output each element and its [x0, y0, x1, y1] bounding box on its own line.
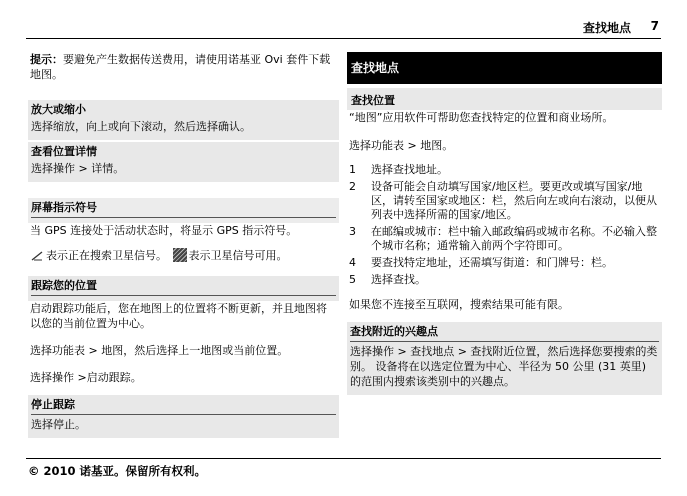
stop-body: 选择停止。 [31, 418, 86, 431]
left-column [28, 52, 339, 440]
page-number: 7 [650, 19, 659, 33]
right-column [347, 52, 662, 397]
tracking-title: 跟踪您的位置 [31, 279, 336, 296]
step-item: 3 在邮编或城市：栏中输入邮政编码或城市名称。不必输入整个城市名称；通常输入前两个字符即可。 [349, 225, 657, 252]
menu-step: 选择功能表 > 地图。 [349, 139, 454, 152]
no-internet-note: 如果您不连接至互联网，搜索结果可能有限。 [349, 298, 569, 311]
tip-paragraph [28, 52, 339, 82]
tracking-step-1: 选择功能表 > 地图，然后选择上一地图或当前位置。 [30, 344, 289, 357]
page-header-title: 查找地点 [582, 21, 631, 35]
details-body: 选择操作 > 详情。 [31, 162, 125, 175]
nearby-body: 选择操作 > 查找地点 > 查找附近位置，然后选择您要搜索的类别。 设备将在以选定位置为中心、半径为 50 公里 (31 英里) 的范围内搜索该类别中的兴趣点。 [350, 345, 658, 388]
nearby-section [347, 322, 662, 395]
tip-text: 要避免产生数据传送费用，请使用诺基亚 Ovi 套件下载地图。 [30, 53, 331, 81]
step-item: 5 选择查找。 [349, 273, 426, 286]
details-title: 查看位置详情 [31, 145, 97, 158]
satellite-available-icon [173, 248, 187, 262]
zoom-section [28, 100, 339, 140]
satellite-searching-icon [30, 248, 44, 262]
nearby-title: 查找附近的兴趣点 [350, 325, 659, 342]
copyright: © 2010 诺基亚。保留所有权利。 [28, 464, 207, 478]
indicators-body: 当 GPS 连接处于活动状态时，将显示 GPS 指示符号。 [30, 224, 298, 237]
indicators-section [28, 198, 339, 223]
footer-divider [26, 458, 661, 459]
stop-title: 停止跟踪 [31, 398, 336, 415]
zoom-title: 放大或缩小 [31, 103, 86, 116]
intro-text: “地图”应用软件可帮助您查找特定的位置和商业场所。 [349, 111, 614, 124]
header-divider [26, 38, 661, 39]
tracking-step-2: 选择操作 >启动跟踪。 [30, 371, 142, 384]
tip-label: 提示： [30, 53, 63, 66]
tracking-section [28, 276, 339, 301]
indicators-legend [28, 248, 339, 263]
indicators-title: 屏幕指示符号 [31, 201, 336, 218]
step-item: 2 设备可能会自动填写国家/地区栏。要更改或填写国家/地区，请转至国家或地区：栏，然后向左或向右滚动，以便从列表中选择所需的国家/地区。 [349, 180, 657, 221]
searching-text: 表示正在搜索卫星信号。 [46, 249, 167, 262]
step-item: 1 选择查找地址。 [349, 163, 448, 176]
available-text: 表示卫星信号可用。 [188, 249, 288, 262]
step-item: 4 要查找特定地址，还需填写街道：和门牌号：栏。 [349, 256, 613, 269]
stop-section [28, 395, 339, 438]
find-location-title: 查找位置 [347, 88, 662, 110]
zoom-body: 选择缩放，向上或向下滚动，然后选择确认。 [31, 120, 251, 133]
details-section [28, 142, 339, 182]
tracking-body: 启动跟踪功能后，您在地图上的位置将不断更新，并且地图将以您的当前位置为中心。 [30, 302, 327, 330]
main-section-title: 查找地点 [347, 52, 662, 84]
steps-list [347, 163, 662, 287]
